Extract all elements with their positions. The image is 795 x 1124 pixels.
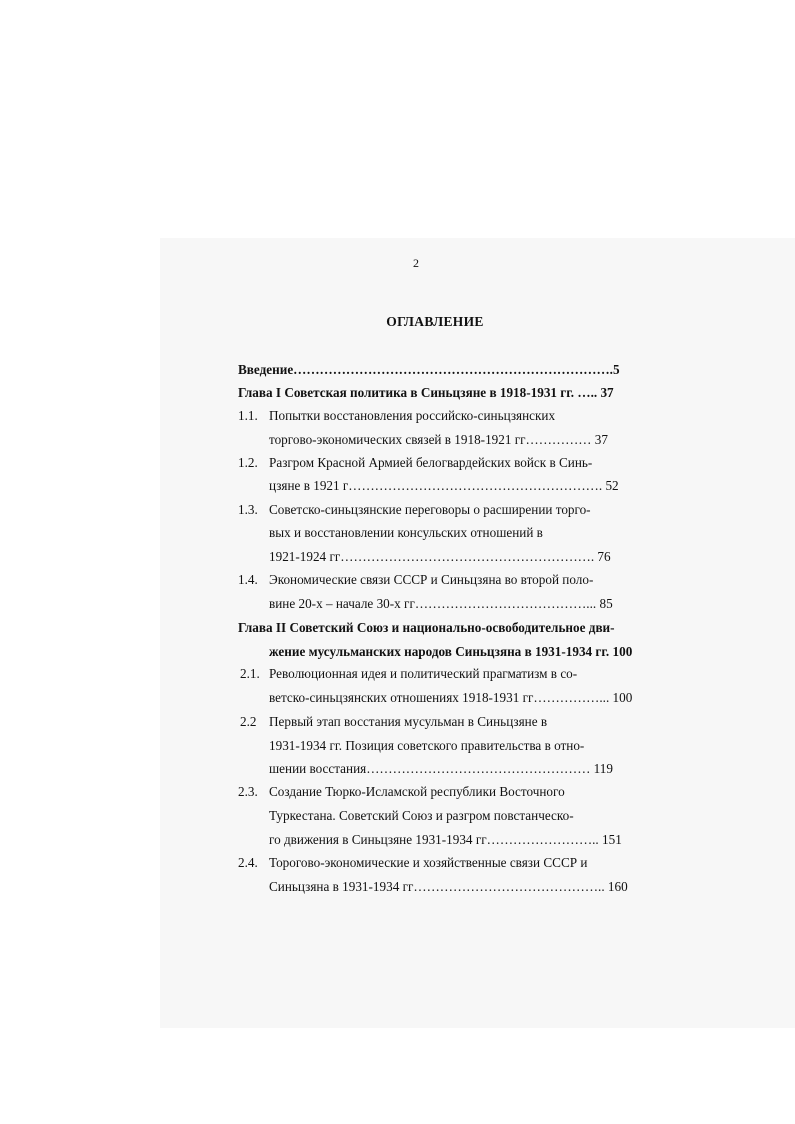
toc-section-number: 1.2. [238,455,258,470]
toc-section-number: 1.4. [238,572,258,587]
page-number: 2 [413,256,419,270]
toc-section-title: Синьцзяна в 1931-1934 гг…………………………………….. 160 [269,879,628,894]
toc-section-title: торгово-экономических связей в 1918-1921 гг…………… 37 [269,432,608,447]
toc-section-title: вых и восстановлении консульских отношений в [269,525,543,540]
toc-section-title: Туркестана. Советский Союз и разгром повстанческо- [269,808,574,823]
toc-section-title: Попытки восстановления российско-синьцзянских [269,408,556,423]
toc-section-title: Создание Тюрко-Исламской республики Восточного [269,784,565,799]
toc-chapter-2: жение мусульманских народов Синьцзяна в 1931-1934 гг. 100 [269,644,633,659]
toc-section-number: 2.2 [240,714,257,729]
toc-section-title: ветско-синьцзянских отношениях 1918-1931 гг……………... 100 [269,690,633,705]
toc-section-title: цзяне в 1921 г…………………………………………………. 52 [269,478,619,493]
toc-section-title: 1921-1924 гг…………………………………………………. 76 [269,549,611,564]
toc-section-title: Экономические связи СССР и Синьцзяна во второй поло- [269,572,594,587]
toc-section-title: 1931-1934 гг. Позиция советского правительства в отно- [269,738,585,753]
toc-section-number: 2.3. [238,784,258,799]
toc-section-title: вине 20-х – начале 30-х гг…………………………………... 85 [269,596,613,611]
toc-section-number: 2.4. [238,855,258,870]
toc-section-number: 2.1. [240,666,260,681]
toc-section-title: го движения в Синьцзяне 1931-1934 гг…………………….. 151 [269,832,622,847]
toc-section-number: 1.1. [238,408,258,423]
toc-section-title: Советско-синьцзянские переговоры о расширении торго- [269,502,591,517]
toc-section-title: Революционная идея и политический прагматизм в со- [269,666,578,681]
toc-section-title: шении восстания…………………………………………… 119 [269,761,613,776]
toc-intro: Введение……………………………………………………………….5 [238,362,620,377]
toc-section-title: Первый этап восстания мусульман в Синьцзяне в [269,714,548,729]
toc-section-number: 1.3. [238,502,258,517]
page-title: ОГЛАВЛЕНИЕ [386,314,484,329]
toc-section-title: Торогово-экономические и хозяйственные связи СССР и [269,855,588,870]
toc-section-title: Разгром Красной Армией белогвардейских войск в Синь- [269,455,593,470]
toc-chapter-2: Глава II Советский Союз и национально-освободительное дви- [238,620,615,635]
toc-chapter-1: Глава I Советская политика в Синьцзяне в 1918-1931 гг. ….. 37 [238,385,614,400]
